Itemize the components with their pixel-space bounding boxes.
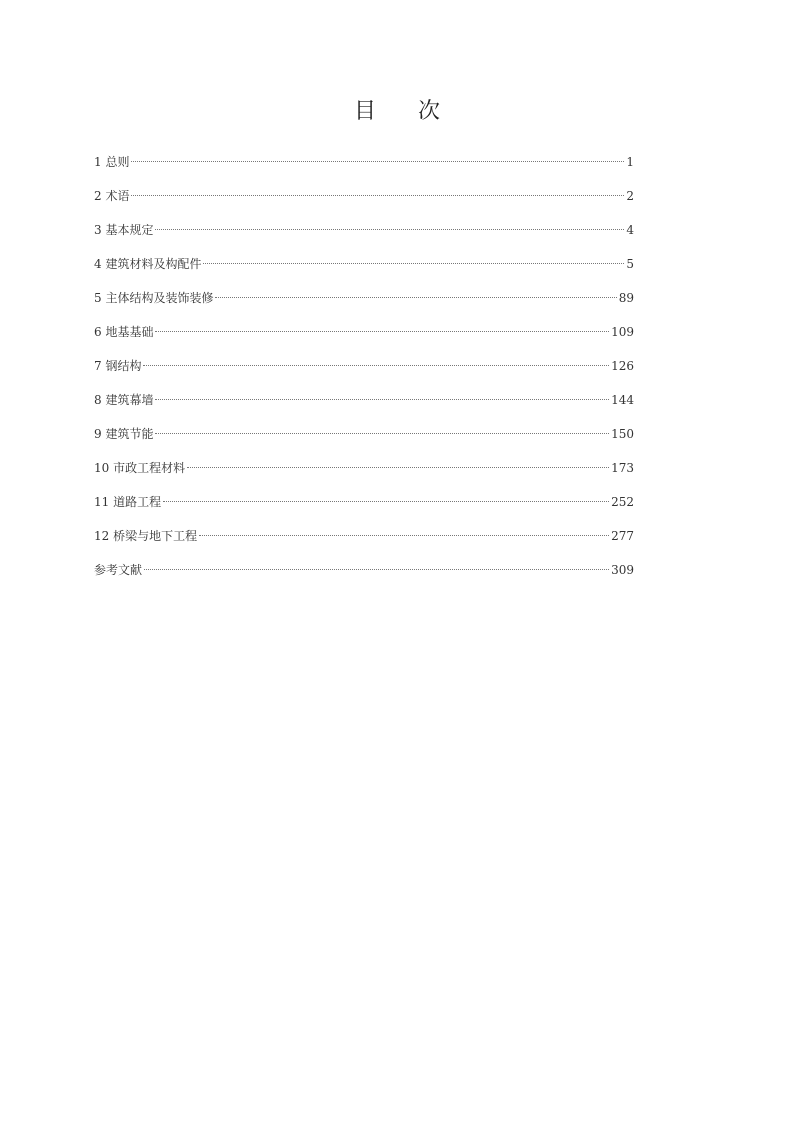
toc-entry-page: 89	[618, 291, 634, 305]
toc-entry[interactable]	[94, 254, 634, 288]
toc-entry[interactable]	[94, 220, 634, 254]
toc-entry[interactable]	[94, 458, 634, 492]
dot-leader	[155, 331, 609, 332]
table-of-contents	[94, 152, 634, 594]
toc-entry-page: 4	[626, 223, 634, 237]
dot-leader	[155, 433, 609, 434]
toc-entry-label: 5 主体结构及装饰装修	[94, 291, 214, 305]
dot-leader	[203, 263, 624, 264]
toc-entry[interactable]	[94, 526, 634, 560]
toc-entry-label: 2 术语	[94, 189, 130, 203]
toc-entry-page: 277	[611, 529, 634, 543]
toc-entry[interactable]	[94, 322, 634, 356]
toc-entry-page: 109	[611, 325, 634, 339]
dot-leader	[199, 535, 609, 536]
toc-entry[interactable]	[94, 390, 634, 424]
toc-entry-page: 309	[611, 563, 634, 577]
toc-entry[interactable]	[94, 356, 634, 390]
toc-entry-label: 4 建筑材料及构配件	[94, 257, 202, 271]
dot-leader	[187, 467, 609, 468]
toc-entry[interactable]	[94, 288, 634, 322]
dot-leader	[144, 569, 609, 570]
toc-entry-label: 11 道路工程	[94, 495, 162, 509]
toc-entry-label: 参考文献	[94, 563, 143, 577]
toc-entry-page: 173	[611, 461, 634, 475]
dot-leader	[131, 161, 624, 162]
dot-leader	[215, 297, 616, 298]
toc-entry-label: 3 基本规定	[94, 223, 154, 237]
toc-entry-page: 252	[611, 495, 634, 509]
dot-leader	[131, 195, 624, 196]
title-char-1: 目	[353, 99, 376, 124]
page-title	[0, 94, 794, 125]
toc-entry[interactable]	[94, 492, 634, 526]
toc-entry-label: 6 地基基础	[94, 325, 154, 339]
dot-leader	[143, 365, 609, 366]
toc-entry-page: 2	[626, 189, 634, 203]
toc-entry-page: 144	[611, 393, 634, 407]
toc-entry[interactable]	[94, 424, 634, 458]
toc-entry-label: 12 桥梁与地下工程	[94, 529, 198, 543]
toc-entry-page: 126	[611, 359, 634, 373]
title-char-2: 次	[418, 99, 441, 124]
dot-leader	[155, 399, 609, 400]
toc-entry-page: 150	[611, 427, 634, 441]
toc-entry-label: 10 市政工程材料	[94, 461, 186, 475]
dot-leader	[155, 229, 624, 230]
toc-entry-label: 7 钢结构	[94, 359, 142, 373]
toc-entry[interactable]	[94, 560, 634, 594]
toc-entry[interactable]	[94, 152, 634, 186]
toc-entry-label: 8 建筑幕墙	[94, 393, 154, 407]
toc-entry-page: 5	[626, 257, 634, 271]
toc-entry[interactable]	[94, 186, 634, 220]
toc-entry-label: 9 建筑节能	[94, 427, 154, 441]
toc-entry-label: 1 总则	[94, 155, 130, 169]
dot-leader	[163, 501, 609, 502]
toc-entry-page: 1	[626, 155, 634, 169]
